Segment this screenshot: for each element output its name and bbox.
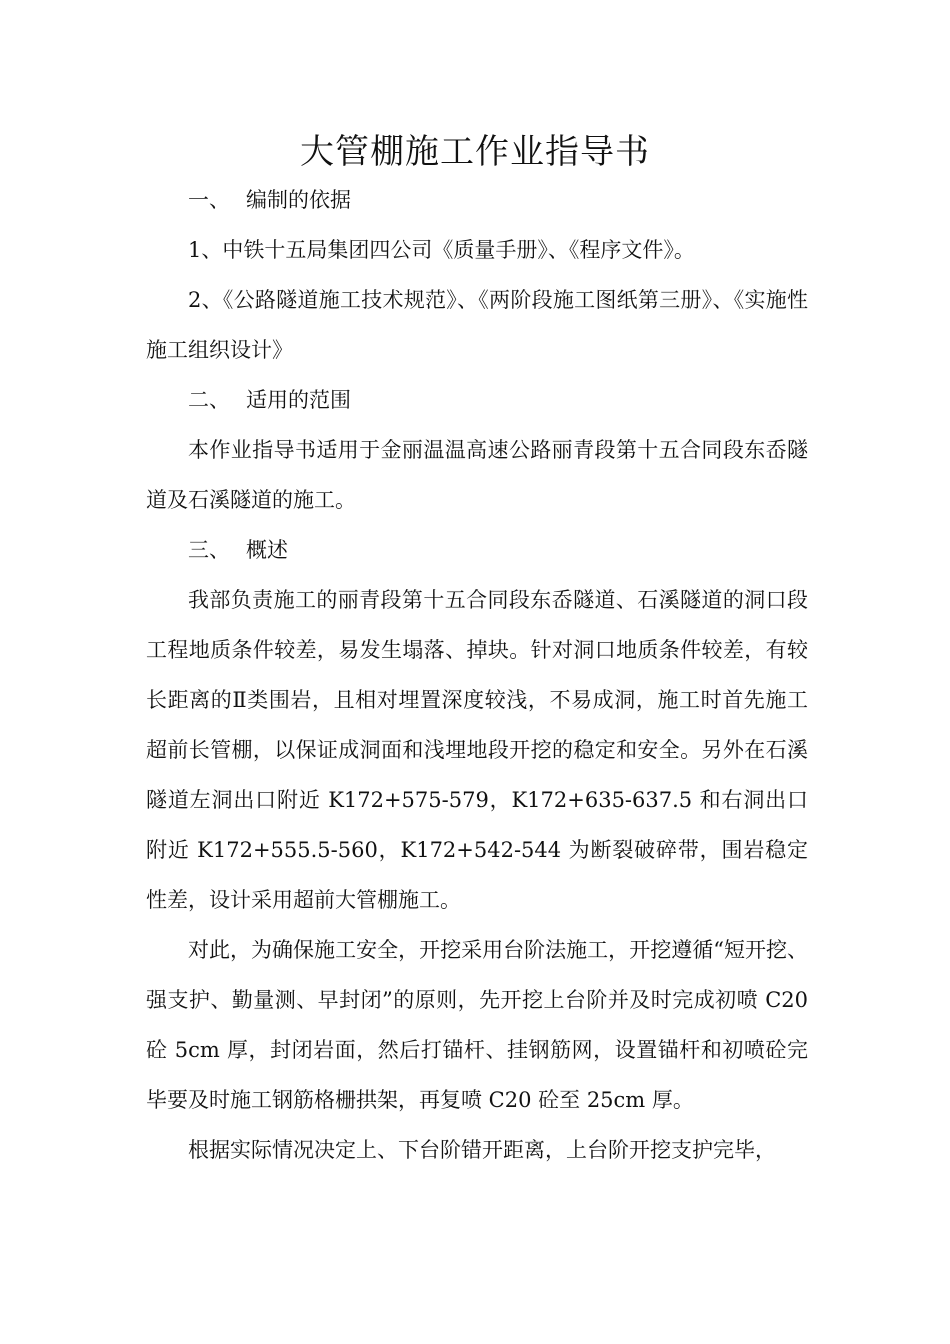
section-heading — [146, 525, 808, 575]
paragraph: 对此，为确保施工安全，开挖采用台阶法施工，开挖遵循“短开挖、强支护、勤量测、早封闭”的原则，先开挖上台阶并及时完成初喷 C20 砼 5cm 厚，封闭岩面，然后打锚杆、挂钢筋网，设置锚杆和初喷砼完毕要及时施工钢筋格栅拱架，再复喷 C20 砼至 25cm 厚。 — [146, 938, 808, 1112]
section-heading — [146, 375, 808, 425]
paragraph: 根据实际情况决定上、下台阶错开距离，上台阶开挖支护完毕， — [188, 1138, 776, 1162]
document-title: 大管棚施工作业指导书 — [300, 132, 650, 172]
section-number: 二、 — [188, 388, 230, 412]
section-heading-text: 概述 — [246, 538, 288, 562]
paragraph: 1、中铁十五局集团四公司《质量手册》、《程序文件》。 — [188, 238, 695, 262]
paragraph: 我部负责施工的丽青段第十五合同段东岙隧道、石溪隧道的洞口段工程地质条件较差，易发生塌落、掉块。针对洞口地质条件较差，有较长距离的Ⅱ类围岩，且相对埋置深度较浅，不易成洞，施工时首先施工超前长管棚，以保证成洞面和浅埋地段开挖的稳定和安全。另外在石溪隧道左洞出口附近 K172+575-579，K172+635-637.5 和右洞出口附近 K172+555.5-560，K172+542-544 为断裂破碎带，围岩稳定性差，设计采用超前大管棚施工。 — [146, 588, 808, 912]
section-heading-text: 编制的依据 — [246, 188, 351, 212]
document-body — [146, 175, 808, 1175]
section-number: 一、 — [188, 188, 230, 212]
section-heading — [146, 175, 808, 225]
paragraph: 2、《公路隧道施工技术规范》、《两阶段施工图纸第三册》、《实施性施工组织设计》 — [146, 288, 808, 362]
section-number: 三、 — [188, 538, 230, 562]
paragraph: 本作业指导书适用于金丽温温高速公路丽青段第十五合同段东岙隧道及石溪隧道的施工。 — [146, 438, 808, 512]
section-heading-text: 适用的范围 — [246, 388, 351, 412]
